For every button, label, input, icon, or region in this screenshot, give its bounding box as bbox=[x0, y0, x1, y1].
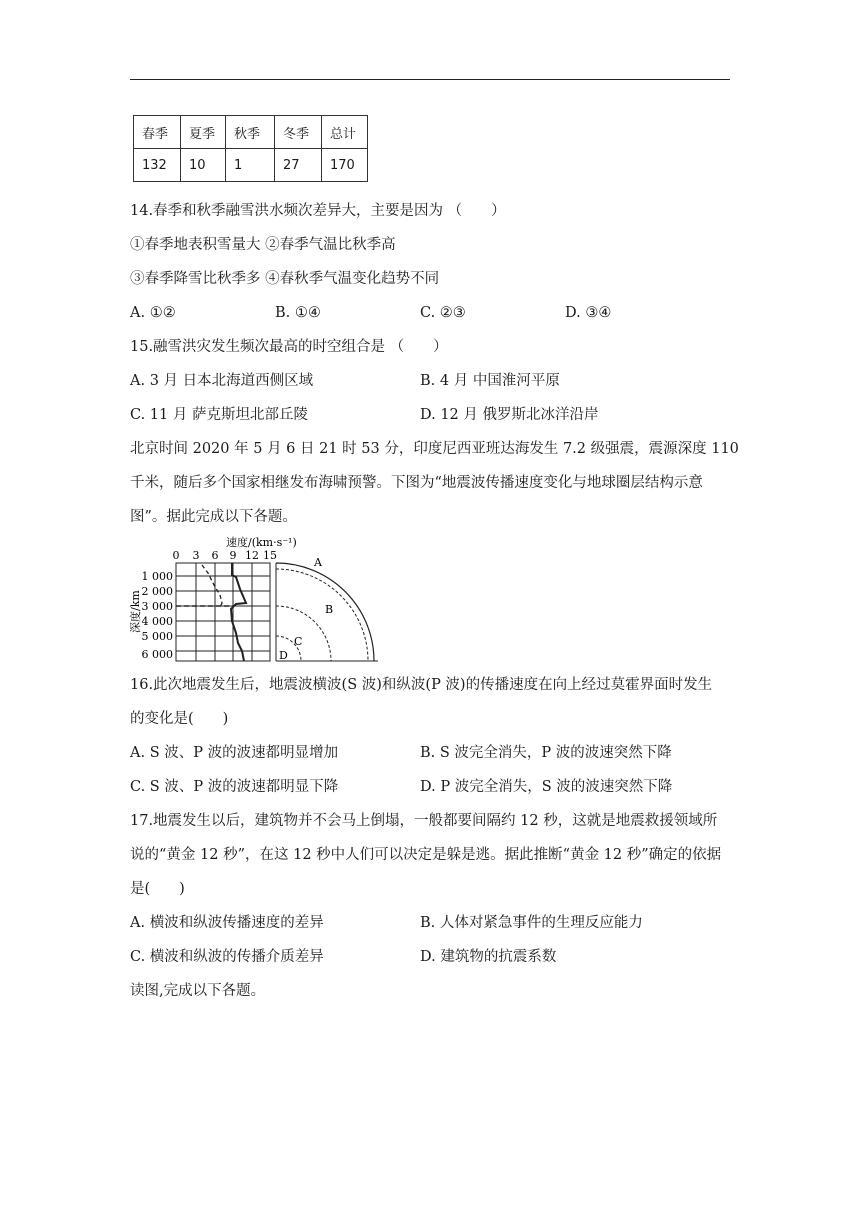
depth-tick-6000: 6 000 bbox=[141, 648, 173, 661]
depth-tick-2000: 2 000 bbox=[141, 585, 173, 598]
q17-option-d[interactable]: D. 建筑物的抗震系数 bbox=[420, 949, 557, 965]
table-value-row bbox=[134, 149, 368, 182]
depth-tick-5000: 5 000 bbox=[141, 630, 173, 643]
depth-tick-1000: 1 000 bbox=[141, 570, 173, 583]
q15-options-row1 bbox=[130, 371, 560, 391]
header-autumn: 秋季 bbox=[226, 116, 275, 149]
speed-axis-label: 速度/(km·s⁻¹) bbox=[226, 536, 297, 549]
q16-option-b[interactable]: B. S 波完全消失，P 波的波速突然下降 bbox=[420, 745, 672, 761]
q17-option-b[interactable]: B. 人体对紧急事件的生理反应能力 bbox=[420, 915, 643, 931]
q15-option-a[interactable]: A. 3 月 日本北海道西侧区域 bbox=[130, 373, 314, 389]
speed-depth-grid bbox=[176, 563, 270, 661]
q14-option-b[interactable]: B. ①④ bbox=[275, 305, 321, 321]
depth-axis-label: 深度/km bbox=[129, 590, 142, 633]
q16-stem-line-1: 16.此次地震发生后，地震波横波(S 波)和纵波(P 波)的传播速度在向上经过莫霍界面时发生 bbox=[130, 677, 713, 693]
q17-option-c[interactable]: C. 横波和纵波的传播介质差异 bbox=[130, 949, 324, 965]
speed-tick-3: 3 bbox=[192, 549, 200, 562]
speed-tick-0: 0 bbox=[172, 549, 180, 562]
season-frequency-table bbox=[133, 115, 368, 182]
next-section-instruction: 读图,完成以下各题。 bbox=[130, 983, 266, 999]
q15-options-row2 bbox=[130, 405, 599, 425]
header-summer: 夏季 bbox=[181, 116, 226, 149]
q14-statements-1: ①春季地表积雪量大 ②春季气温比秋季高 bbox=[130, 237, 396, 253]
speed-tick-9: 9 bbox=[229, 549, 237, 562]
q17-stem-line-3: 是( ) bbox=[130, 881, 185, 897]
value-total: 170 bbox=[322, 149, 368, 182]
speed-tick-6: 6 bbox=[211, 549, 219, 562]
q15-option-c[interactable]: C. 11 月 萨克斯坦北部丘陵 bbox=[130, 407, 308, 423]
header-winter: 冬季 bbox=[275, 116, 322, 149]
layer-b-label: B bbox=[325, 603, 334, 616]
q16-options-row1 bbox=[130, 743, 672, 763]
depth-tick-3000: 3 000 bbox=[141, 600, 173, 613]
depth-tick-4000: 4 000 bbox=[141, 615, 173, 628]
table-header-row bbox=[134, 116, 368, 149]
value-autumn: 1 bbox=[226, 149, 275, 182]
passage-line-1: 北京时间 2020 年 5 月 6 日 21 时 53 分，印度尼西亚班达海发生 7.2 级强震，震源深度 110 bbox=[130, 441, 739, 457]
header-spring: 春季 bbox=[134, 116, 181, 149]
layer-c-label: C bbox=[294, 635, 303, 648]
q14-option-a[interactable]: A. ①② bbox=[130, 305, 176, 321]
q16-option-d[interactable]: D. P 波完全消失，S 波的波速突然下降 bbox=[420, 779, 673, 795]
q17-stem-line-2: 说的“黄金 12 秒”，在这 12 秒中人们可以决定是躲是逃。据此推断“黄金 12 秒”确定的依据 bbox=[130, 847, 722, 863]
q14-options bbox=[130, 303, 612, 323]
q17-options-row1 bbox=[130, 913, 643, 933]
header-rule bbox=[130, 79, 730, 80]
q14-statements-2: ③春季降雪比秋季多 ④春秋季气温变化趋势不同 bbox=[130, 271, 440, 287]
q16-option-a[interactable]: A. S 波、P 波的波速都明显增加 bbox=[130, 745, 339, 761]
layer-d-label: D bbox=[279, 649, 288, 662]
q15-option-b[interactable]: B. 4 月 中国淮河平原 bbox=[420, 373, 560, 389]
q15-option-d[interactable]: D. 12 月 俄罗斯北冰洋沿岸 bbox=[420, 407, 599, 423]
passage-line-3: 图”。据此完成以下各题。 bbox=[130, 509, 297, 525]
speed-tick-15: 15 bbox=[263, 549, 277, 562]
value-spring: 132 bbox=[134, 149, 181, 182]
q16-option-c[interactable]: C. S 波、P 波的波速都明显下降 bbox=[130, 779, 339, 795]
s-wave-curve bbox=[202, 565, 222, 607]
q14-stem: 14.春季和秋季融雪洪水频次差异大，主要是因为 （ ） bbox=[130, 203, 506, 219]
passage-line-2: 千米，随后多个国家相继发布海啸预警。下图为“地震波传播速度变化与地球圈层结构示意 bbox=[130, 475, 703, 491]
value-summer: 10 bbox=[181, 149, 226, 182]
q17-option-a[interactable]: A. 横波和纵波传播速度的差异 bbox=[130, 915, 324, 931]
q15-stem: 15.融雪洪灾发生频次最高的时空组合是 （ ） bbox=[130, 339, 448, 355]
q16-stem-line-2: 的变化是( ) bbox=[130, 711, 229, 727]
header-total: 总计 bbox=[322, 116, 368, 149]
q17-stem-line-1: 17.地震发生以后，建筑物并不会马上倒塌，一般都要间隔约 12 秒，这就是地震救援领域所 bbox=[130, 813, 718, 829]
speed-tick-12: 12 bbox=[245, 549, 259, 562]
value-winter: 27 bbox=[275, 149, 322, 182]
q16-options-row2 bbox=[130, 777, 673, 797]
q14-option-c[interactable]: C. ②③ bbox=[420, 305, 466, 321]
layer-a-label: A bbox=[314, 556, 322, 569]
seismic-wave-figure bbox=[128, 533, 380, 665]
q14-option-d[interactable]: D. ③④ bbox=[565, 305, 612, 321]
q17-options-row2 bbox=[130, 947, 557, 967]
